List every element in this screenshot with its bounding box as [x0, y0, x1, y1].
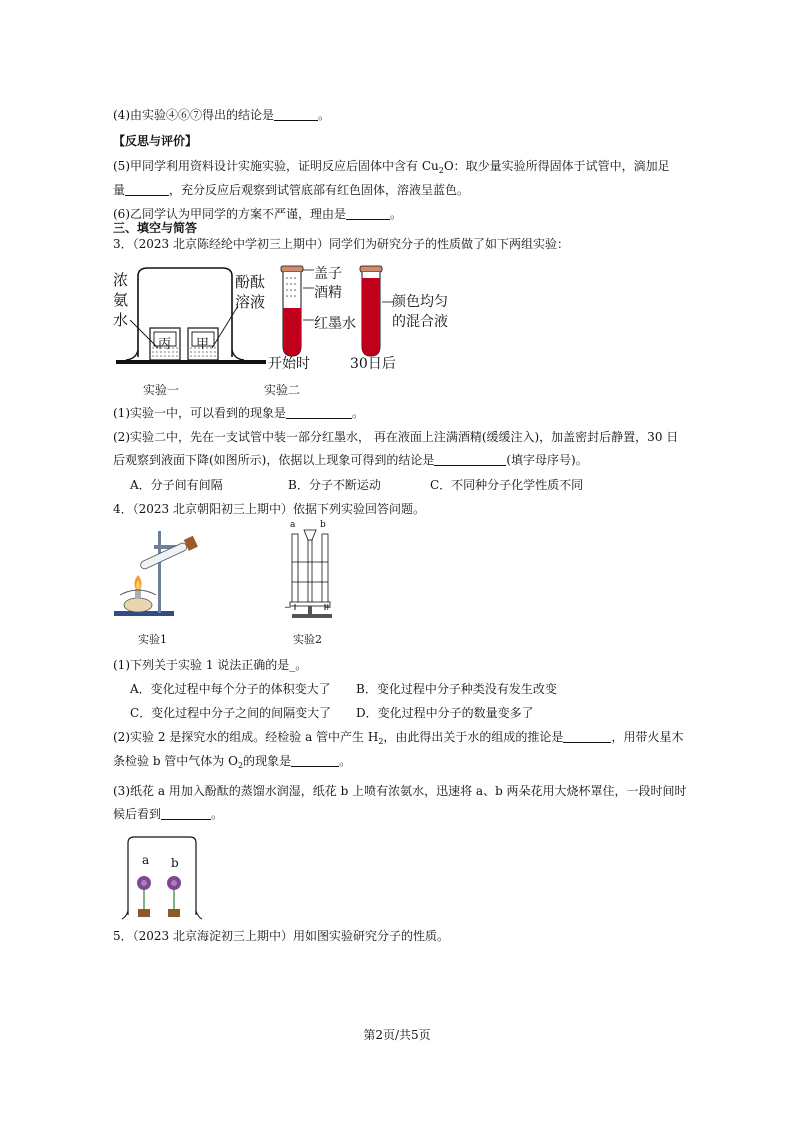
phenol-label-1: 酚酞 — [235, 273, 266, 291]
beaker-bing-label: 丙 — [158, 337, 172, 352]
answer-blank[interactable] — [286, 406, 352, 419]
ammonia-label — [113, 270, 128, 330]
tube-b-label: b — [320, 520, 326, 530]
q2-part5-line2-start: 量 — [113, 183, 126, 197]
q3-option-b[interactable]: B．分子不断运动 — [288, 478, 381, 492]
experiment2-caption: 实验二 — [264, 383, 301, 397]
q2-part6-text: (6)乙同学认为甲同学的方案不严谨，理由是 — [113, 207, 346, 221]
flowers-in-beaker-figure — [118, 833, 206, 921]
q4-part2-text: (2)实验 2 是探究水的组成。经检验 a 管中产生 H — [113, 730, 379, 744]
mixture-label — [392, 292, 448, 332]
q4-option-c[interactable]: C．变化过程中分子之间的间隔变大了 — [130, 706, 332, 720]
flower-a-label: a — [142, 853, 150, 867]
q3-part2-line2 — [113, 452, 588, 468]
q4-part2-line2-text-b: 的现象是 — [243, 754, 292, 768]
beaker-jia-label: 甲 — [196, 337, 210, 352]
red-ink-label: 红墨水 — [314, 316, 356, 332]
phenolphthalein-label — [235, 272, 265, 312]
subscript: 2 — [378, 737, 384, 746]
q4-stem: 4．（2023 北京朝阳初三上期中）依据下列实验回答问题。 — [113, 502, 425, 516]
q3-part2-line1: (2)实验二中，先在一支试管中装一部分红墨水， 再在液面上注满酒精(缓缓注入)，加盖密封后静置，30 日 — [113, 430, 679, 444]
q3-option-c[interactable]: C．不同种分子化学性质不同 — [430, 478, 584, 492]
answer-blank[interactable] — [346, 207, 390, 220]
q4-option-d[interactable]: D．变化过程中分子的数量变多了 — [356, 706, 534, 720]
q4-part3-line1: (3)纸花 a 用加入酚酞的蒸馏水润湿，纸花 b 上喷有浓氨水，迅速将 a、b 两朵花用大烧杯罩住，一段时间时 — [113, 784, 687, 798]
answer-blank[interactable] — [563, 730, 611, 743]
q4-part3-line2-end: 。 — [211, 807, 224, 821]
subscript: 2 — [237, 761, 244, 770]
plus-electrode-label: + — [324, 603, 332, 613]
q4-part2-line2 — [113, 753, 351, 774]
q4-option-a[interactable]: A．变化过程中每个分子的体积变大了 — [130, 682, 331, 696]
flower-b-label: b — [171, 856, 179, 870]
q3-part2-line2-end: (填字母序号)。 — [506, 453, 588, 467]
q4-part3-line2-text: 候后看到 — [113, 807, 162, 821]
q4-part2-line2-text: 条检验 b 管中气体为 O — [113, 754, 238, 768]
q4-options-row2 — [130, 705, 534, 721]
q4-part2-text-b: ，由此得出关于水的组成的推论是 — [383, 730, 564, 744]
q4-part2-text-c: ，用带火星木 — [611, 730, 684, 744]
q3-part1-text: (1)实验一中，可以看到的现象是 — [113, 406, 286, 420]
q2-part4-end: 。 — [318, 108, 331, 122]
ammonia-label-3: 水 — [113, 311, 129, 329]
cap-label: 盖子 — [314, 266, 342, 282]
q2-part4 — [113, 107, 330, 123]
q4-part1: (1)下列关于实验 1 说法正确的是_。 — [113, 658, 308, 672]
phenol-label-2: 溶液 — [235, 293, 266, 311]
q3-part2-line2-text: 后观察到液面下降(如图所示)，依据以上现象可得到的结论是 — [113, 453, 435, 467]
answer-blank[interactable] — [161, 807, 211, 820]
heating-apparatus-figure — [110, 523, 220, 618]
q4-options-row1 — [130, 681, 557, 697]
answer-blank[interactable] — [125, 183, 169, 196]
q4-part3-line2 — [113, 806, 223, 822]
q2-part4-text: (4)由实验④⑥⑦得出的结论是 — [113, 108, 274, 122]
q3-options — [130, 477, 583, 493]
q4-part2-line2-end: 。 — [339, 754, 352, 768]
section-reflect: 【反思与评价】 — [113, 134, 198, 148]
q3-stem: 3．（2023 北京陈经纶中学初三上期中）同学们为研究分子的性质做了如下两组实验： — [113, 237, 569, 251]
minus-electrode-label: − — [284, 603, 292, 613]
after-30-days-label: 30日后 — [350, 356, 396, 372]
mixture-label-2: 的混合液 — [392, 314, 448, 330]
q3-option-a[interactable]: A．分子间有间隔 — [130, 478, 223, 492]
q4-part2-line1 — [113, 729, 683, 750]
q4-experiment2-caption: 实验2 — [293, 633, 322, 646]
answer-blank[interactable] — [434, 453, 506, 466]
section3-title: 三、填空与简答 — [113, 221, 198, 235]
experiment1-caption: 实验一 — [143, 383, 180, 397]
alcohol-label: 酒精 — [314, 285, 342, 301]
q3-part1-end: 。 — [352, 406, 365, 420]
q4-option-b[interactable]: B．变化过程中分子种类没有发生改变 — [356, 682, 557, 696]
q2-part5-line2 — [113, 182, 469, 198]
answer-blank[interactable] — [274, 108, 318, 121]
q2-part5-line1 — [113, 158, 670, 179]
answer-blank[interactable] — [291, 754, 339, 767]
page-footer: 第2页/共5页 — [363, 1028, 431, 1042]
q2-part6-end: 。 — [390, 207, 403, 221]
start-label: 开始时 — [268, 356, 310, 372]
tube-a-label: a — [290, 520, 296, 530]
ammonia-label-1: 浓 — [113, 271, 129, 289]
q3-part1 — [113, 405, 364, 421]
mixture-pointer — [382, 300, 394, 304]
q4-experiment1-caption: 实验1 — [138, 633, 167, 646]
q5-stem: 5．（2023 北京海淀初三上期中）用如图实验研究分子的性质。 — [113, 929, 449, 943]
subscript: 2 — [438, 166, 444, 175]
q2-part5-text-end: O：取少量实验所得固体于试管中，滴加足 — [443, 159, 670, 173]
mixture-label-1: 颜色均匀 — [392, 294, 448, 310]
q2-part5-text: (5)甲同学利用资料设计实施实验，证明反应后固体中含有 Cu — [113, 159, 439, 173]
ammonia-label-2: 氨 — [113, 291, 129, 309]
q2-part5-line2-end: ，充分反应后观察到试管底部有红色固体，溶液呈蓝色。 — [169, 183, 470, 197]
